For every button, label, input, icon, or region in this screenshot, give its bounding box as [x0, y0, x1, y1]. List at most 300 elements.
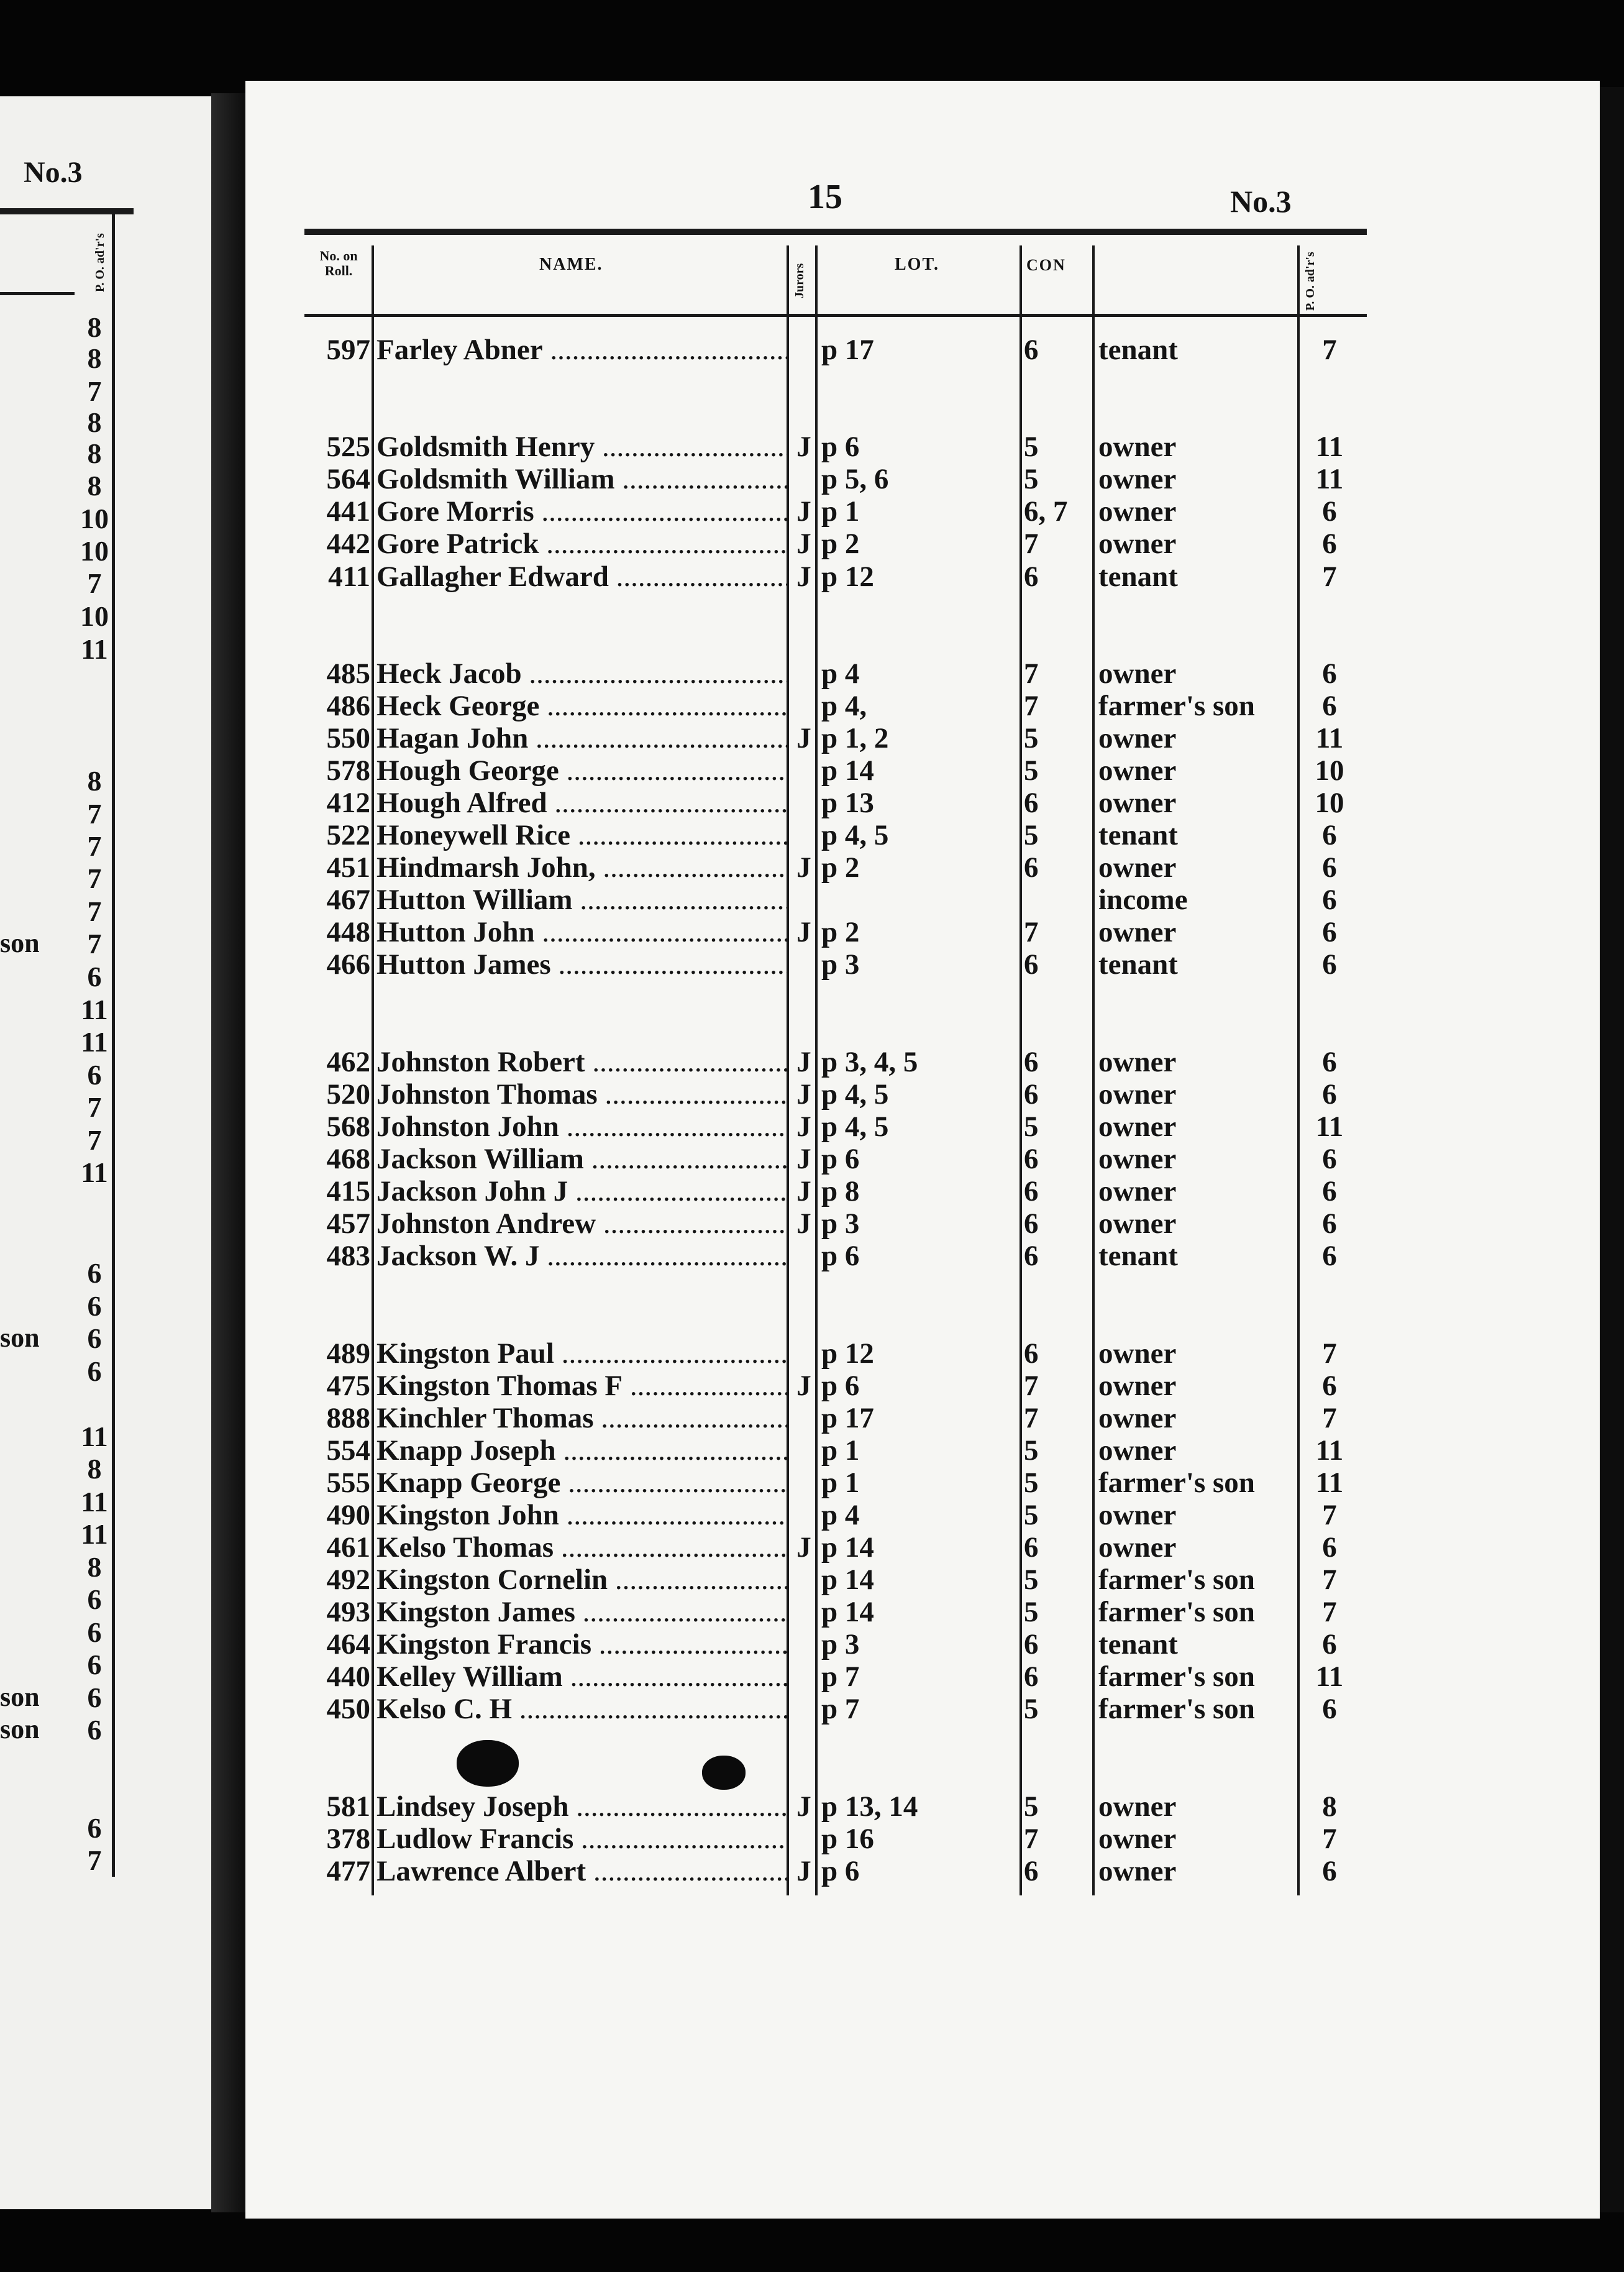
- left-po-value: 7: [87, 896, 102, 927]
- juror-mark: J: [796, 528, 811, 560]
- post-office-address: 6: [1322, 1531, 1337, 1564]
- table-row: [0, 722, 1624, 754]
- roll-number: 493: [326, 1596, 370, 1628]
- person-name: Jackson W. J .....: [376, 1240, 787, 1272]
- juror-mark: J: [796, 1790, 811, 1823]
- concession: 7: [1024, 1370, 1039, 1402]
- post-office-address: 6: [1322, 495, 1337, 528]
- status: owner: [1098, 431, 1177, 463]
- status: farmer's son: [1098, 1693, 1255, 1725]
- table-row: [0, 884, 1624, 916]
- status: owner: [1098, 1337, 1177, 1370]
- post-office-address: 11: [1315, 1467, 1344, 1499]
- left-po-value: 8: [87, 406, 102, 438]
- person-name: Kingston John .....: [376, 1499, 787, 1531]
- concession: 6, 7: [1024, 495, 1068, 528]
- person-name: Kingston Thomas F .....: [376, 1370, 787, 1402]
- post-office-address: 7: [1322, 1596, 1337, 1628]
- person-name: Gore Patrick .....: [376, 528, 787, 560]
- lot-number: p 3: [821, 1628, 860, 1660]
- col-header-jurors: Jurors: [793, 263, 806, 298]
- lot-number: p 1, 2: [821, 722, 889, 754]
- table-row: [0, 561, 1624, 593]
- post-office-address: 7: [1322, 1402, 1337, 1434]
- lot-number: p 7: [821, 1693, 860, 1725]
- post-office-address: 11: [1315, 463, 1344, 495]
- person-name: Knapp Joseph .....: [376, 1434, 787, 1467]
- juror-mark: J: [796, 1855, 811, 1887]
- table-row: [0, 1402, 1624, 1434]
- post-office-address: 6: [1322, 1143, 1337, 1175]
- concession: 5: [1024, 1111, 1039, 1143]
- left-po-value: 7: [87, 567, 102, 599]
- lot-number: p 1: [821, 1434, 860, 1467]
- concession: 6: [1024, 1143, 1039, 1175]
- person-name: Heck Jacob .....: [376, 657, 787, 690]
- lot-number: p 6: [821, 1143, 860, 1175]
- left-po-value: 6: [87, 1616, 102, 1648]
- juror-mark: J: [796, 1207, 811, 1240]
- juror-mark: J: [796, 916, 811, 948]
- person-name: Johnston Andrew .....: [376, 1207, 787, 1240]
- post-office-address: 6: [1322, 1628, 1337, 1660]
- table-row: [0, 1693, 1624, 1725]
- post-office-address: 6: [1322, 1693, 1337, 1725]
- table-row: [0, 463, 1624, 495]
- post-office-address: 7: [1322, 1499, 1337, 1531]
- left-po-value: 6: [87, 1812, 102, 1844]
- juror-mark: J: [796, 722, 811, 754]
- roll-number: 378: [326, 1823, 370, 1855]
- concession: 6: [1024, 1855, 1039, 1887]
- status: owner: [1098, 1823, 1177, 1855]
- person-name: Knapp George .....: [376, 1467, 787, 1499]
- lot-number: p 14: [821, 1531, 874, 1564]
- table-row: [0, 754, 1624, 787]
- left-po-value: 11: [81, 994, 108, 1025]
- left-status-fragment: son: [0, 1682, 40, 1712]
- lot-number: p 6: [821, 1855, 860, 1887]
- status: farmer's son: [1098, 1596, 1255, 1628]
- post-office-address: 8: [1322, 1790, 1337, 1823]
- person-name: Hough Alfred .....: [376, 787, 787, 819]
- person-name: Kelley William .....: [376, 1660, 787, 1693]
- status: owner: [1098, 1790, 1177, 1823]
- person-name: Heck George .....: [376, 690, 787, 722]
- person-name: Farley Abner .....: [376, 334, 787, 366]
- roll-number: 597: [326, 334, 370, 366]
- status: owner: [1098, 495, 1177, 528]
- table-row: [0, 1531, 1624, 1564]
- juror-mark: J: [796, 1111, 811, 1143]
- left-po-value: 8: [87, 342, 102, 374]
- juror-mark: J: [796, 495, 811, 528]
- concession: 7: [1024, 528, 1039, 560]
- post-office-address: 6: [1322, 884, 1337, 916]
- table-row: [0, 916, 1624, 948]
- concession: 6: [1024, 851, 1039, 884]
- lot-number: p 1: [821, 1467, 860, 1499]
- post-office-address: 6: [1322, 948, 1337, 981]
- status: tenant: [1098, 334, 1178, 366]
- lot-number: p 16: [821, 1823, 874, 1855]
- post-office-address: 6: [1322, 1078, 1337, 1111]
- lot-number: p 14: [821, 1564, 874, 1596]
- person-name: Johnston Robert .....: [376, 1046, 787, 1078]
- lot-number: p 8: [821, 1175, 860, 1207]
- roll-number: 462: [326, 1046, 370, 1078]
- concession: 5: [1024, 1499, 1039, 1531]
- roll-number: 489: [326, 1337, 370, 1370]
- table-row: [0, 851, 1624, 884]
- table-row: [0, 1855, 1624, 1887]
- concession: 5: [1024, 1790, 1039, 1823]
- roll-number: 581: [326, 1790, 370, 1823]
- table-row: [0, 1823, 1624, 1855]
- roll-number: 411: [328, 561, 370, 593]
- header-rule-top: [304, 229, 1367, 235]
- post-office-address: 7: [1322, 334, 1337, 366]
- left-po-value: 10: [80, 600, 109, 632]
- concession: 6: [1024, 1240, 1039, 1272]
- table-row: [0, 1078, 1624, 1111]
- left-po-value: 7: [87, 1124, 102, 1156]
- person-name: Hindmarsh John, .....: [376, 851, 787, 884]
- post-office-address: 7: [1322, 1337, 1337, 1370]
- page-number: 15: [808, 178, 842, 216]
- table-row: [0, 1790, 1624, 1823]
- table-row: [0, 334, 1624, 366]
- concession: 5: [1024, 1467, 1039, 1499]
- lot-number: p 12: [821, 561, 874, 593]
- roll-number: 578: [326, 754, 370, 787]
- concession: 6: [1024, 948, 1039, 981]
- lot-number: p 4: [821, 1499, 860, 1531]
- left-po-value: 7: [87, 830, 102, 862]
- roll-number: 442: [326, 528, 370, 560]
- lot-number: p 4,: [821, 690, 867, 722]
- person-name: Gallagher Edward .....: [376, 561, 787, 593]
- ink-blot: [702, 1756, 746, 1790]
- status: owner: [1098, 1175, 1177, 1207]
- col-header-po: P. O. ad'r's: [1303, 252, 1317, 311]
- roll-number: 492: [326, 1564, 370, 1596]
- left-po-value: 7: [87, 375, 102, 407]
- left-po-value: 8: [87, 1551, 102, 1583]
- left-po-value: 11: [81, 1518, 108, 1550]
- lot-number: p 17: [821, 1402, 874, 1434]
- concession: 5: [1024, 1596, 1039, 1628]
- left-po-value: 6: [87, 1649, 102, 1680]
- post-office-address: 10: [1315, 787, 1344, 819]
- status: owner: [1098, 1434, 1177, 1467]
- lot-number: p 4, 5: [821, 1111, 889, 1143]
- concession: 7: [1024, 1402, 1039, 1434]
- post-office-address: 11: [1315, 1660, 1344, 1693]
- table-row: [0, 495, 1624, 528]
- lot-number: p 7: [821, 1660, 860, 1693]
- table-row: [0, 819, 1624, 851]
- status: owner: [1098, 1207, 1177, 1240]
- lot-number: p 2: [821, 916, 860, 948]
- left-po-value: 6: [87, 1257, 102, 1289]
- left-status-fragment: son: [0, 928, 40, 958]
- post-office-address: 6: [1322, 690, 1337, 722]
- lot-number: p 2: [821, 528, 860, 560]
- post-office-address: 6: [1322, 916, 1337, 948]
- post-office-address: 11: [1315, 1434, 1344, 1467]
- table-row: [0, 1660, 1624, 1693]
- left-page-header: No.3: [24, 156, 83, 189]
- concession: 5: [1024, 463, 1039, 495]
- person-name: Lawrence Albert .....: [376, 1855, 787, 1887]
- person-name: Kingston Cornelin .....: [376, 1564, 787, 1596]
- status: owner: [1098, 1078, 1177, 1111]
- left-po-value: 11: [81, 1157, 108, 1188]
- table-row: [0, 431, 1624, 463]
- post-office-address: 6: [1322, 1855, 1337, 1887]
- person-name: Kingston Paul .....: [376, 1337, 787, 1370]
- person-name: Kelso Thomas .....: [376, 1531, 787, 1564]
- person-name: Goldsmith William .....: [376, 463, 787, 495]
- left-po-value: 8: [87, 765, 102, 797]
- lot-number: p 14: [821, 754, 874, 787]
- person-name: Hutton John .....: [376, 916, 787, 948]
- post-office-address: 11: [1315, 722, 1344, 754]
- table-row: [0, 1564, 1624, 1596]
- status: owner: [1098, 528, 1177, 560]
- lot-number: p 3, 4, 5: [821, 1046, 918, 1078]
- roll-number: 467: [326, 884, 370, 916]
- concession: 5: [1024, 722, 1039, 754]
- table-row: [0, 1434, 1624, 1467]
- left-status-fragment: son: [0, 1714, 40, 1744]
- left-po-value: 7: [87, 798, 102, 830]
- left-po-value: 6: [87, 1059, 102, 1091]
- concession: 5: [1024, 431, 1039, 463]
- juror-mark: J: [796, 1046, 811, 1078]
- status: farmer's son: [1098, 690, 1255, 722]
- person-name: Hutton James .....: [376, 948, 787, 981]
- post-office-address: 6: [1322, 1370, 1337, 1402]
- table-row: [0, 690, 1624, 722]
- left-po-value: 6: [87, 1714, 102, 1746]
- left-po-value: 11: [81, 1026, 108, 1058]
- juror-mark: J: [796, 431, 811, 463]
- status: owner: [1098, 463, 1177, 495]
- person-name: Hough George .....: [376, 754, 787, 787]
- left-po-value: 11: [81, 633, 108, 665]
- post-office-address: 6: [1322, 528, 1337, 560]
- left-po-value: 6: [87, 1322, 102, 1354]
- lot-number: p 13: [821, 787, 874, 819]
- table-row: [0, 787, 1624, 819]
- post-office-address: 6: [1322, 1046, 1337, 1078]
- roll-number: 448: [326, 916, 370, 948]
- status: tenant: [1098, 1240, 1178, 1272]
- concession: 6: [1024, 1660, 1039, 1693]
- status: owner: [1098, 787, 1177, 819]
- roll-number: 550: [326, 722, 370, 754]
- left-po-value: 8: [87, 1453, 102, 1485]
- left-po-value: 6: [87, 1290, 102, 1322]
- status: tenant: [1098, 561, 1178, 593]
- post-office-address: 6: [1322, 851, 1337, 884]
- roll-number: 468: [326, 1143, 370, 1175]
- table-row: [0, 1175, 1624, 1207]
- status: owner: [1098, 1531, 1177, 1564]
- col-header-lot: LOT.: [895, 255, 940, 274]
- person-name: Honeywell Rice .....: [376, 819, 787, 851]
- table-row: [0, 1046, 1624, 1078]
- left-po-value: 6: [87, 1583, 102, 1615]
- lot-number: p 1: [821, 495, 860, 528]
- concession: 6: [1024, 1175, 1039, 1207]
- left-po-value: 7: [87, 863, 102, 894]
- post-office-address: 7: [1322, 1564, 1337, 1596]
- concession: 7: [1024, 690, 1039, 722]
- person-name: Johnston Thomas .....: [376, 1078, 787, 1111]
- left-po-value: 8: [87, 470, 102, 502]
- roll-number: 466: [326, 948, 370, 981]
- post-office-address: 7: [1322, 561, 1337, 593]
- roll-number: 451: [326, 851, 370, 884]
- person-name: Kelso C. H .....: [376, 1693, 787, 1725]
- status: farmer's son: [1098, 1467, 1255, 1499]
- concession: 6: [1024, 1207, 1039, 1240]
- status: owner: [1098, 1499, 1177, 1531]
- post-office-address: 6: [1322, 1240, 1337, 1272]
- roll-number: 461: [326, 1531, 370, 1564]
- status: farmer's son: [1098, 1564, 1255, 1596]
- concession: 6: [1024, 787, 1039, 819]
- left-po-value: 6: [87, 961, 102, 992]
- left-po-value: 7: [87, 1091, 102, 1123]
- roll-number: 477: [326, 1855, 370, 1887]
- roll-number: 457: [326, 1207, 370, 1240]
- table-row: [0, 1467, 1624, 1499]
- roll-number: 485: [326, 657, 370, 690]
- status: owner: [1098, 657, 1177, 690]
- person-name: Goldsmith Henry .....: [376, 431, 787, 463]
- status: tenant: [1098, 948, 1178, 981]
- lot-number: p 6: [821, 1240, 860, 1272]
- lot-number: p 5, 6: [821, 463, 889, 495]
- lot-number: p 17: [821, 334, 874, 366]
- left-po-value: 8: [87, 437, 102, 469]
- left-po-value: 11: [81, 1486, 108, 1518]
- juror-mark: J: [796, 1078, 811, 1111]
- person-name: Jackson William .....: [376, 1143, 787, 1175]
- table-row: [0, 1628, 1624, 1660]
- status: owner: [1098, 754, 1177, 787]
- roll-number: 522: [326, 819, 370, 851]
- left-po-value: 7: [87, 1844, 102, 1876]
- table-row: [0, 1499, 1624, 1531]
- status: owner: [1098, 851, 1177, 884]
- roll-number: 440: [326, 1660, 370, 1693]
- juror-mark: J: [796, 1143, 811, 1175]
- concession: 6: [1024, 1628, 1039, 1660]
- roll-number: 464: [326, 1628, 370, 1660]
- status: owner: [1098, 1143, 1177, 1175]
- left-column-rule: [0, 292, 75, 295]
- left-po-value: 6: [87, 1682, 102, 1713]
- table-row: [0, 657, 1624, 690]
- post-office-address: 6: [1322, 1175, 1337, 1207]
- col-header-con: CON: [1026, 256, 1066, 274]
- status: income: [1098, 884, 1188, 916]
- concession: 6: [1024, 1337, 1039, 1370]
- concession: 5: [1024, 1434, 1039, 1467]
- concession: 5: [1024, 754, 1039, 787]
- person-name: Lindsey Joseph .....: [376, 1790, 787, 1823]
- post-office-address: 7: [1322, 1823, 1337, 1855]
- concession: 6: [1024, 1046, 1039, 1078]
- lot-number: p 2: [821, 851, 860, 884]
- table-row: [0, 1143, 1624, 1175]
- person-name: Hagan John .....: [376, 722, 787, 754]
- table-row: [0, 1240, 1624, 1272]
- left-po-value: 6: [87, 1355, 102, 1387]
- person-name: Kingston James .....: [376, 1596, 787, 1628]
- table-row: [0, 528, 1624, 560]
- juror-mark: J: [796, 851, 811, 884]
- juror-mark: J: [796, 1531, 811, 1564]
- roll-number: 441: [326, 495, 370, 528]
- roll-number: 490: [326, 1499, 370, 1531]
- lot-number: p 6: [821, 431, 860, 463]
- left-po-value: 11: [81, 1421, 108, 1452]
- post-office-address: 11: [1315, 1111, 1344, 1143]
- roll-number: 483: [326, 1240, 370, 1272]
- concession: 5: [1024, 1564, 1039, 1596]
- lot-number: p 3: [821, 1207, 860, 1240]
- concession: 7: [1024, 1823, 1039, 1855]
- person-name: Jackson John J .....: [376, 1175, 787, 1207]
- roll-number: 525: [326, 431, 370, 463]
- person-name: Kingston Francis .....: [376, 1628, 787, 1660]
- status: owner: [1098, 1046, 1177, 1078]
- concession: 6: [1024, 334, 1039, 366]
- roll-number: 520: [326, 1078, 370, 1111]
- ink-blot: [457, 1740, 519, 1787]
- person-name: Kinchler Thomas .....: [376, 1402, 787, 1434]
- roll-number: 415: [326, 1175, 370, 1207]
- lot-number: p 13, 14: [821, 1790, 918, 1823]
- person-name: Johnston John .....: [376, 1111, 787, 1143]
- lot-number: p 6: [821, 1370, 860, 1402]
- table-row: [0, 1596, 1624, 1628]
- col-header-name: NAME.: [539, 255, 603, 274]
- lot-number: p 4, 5: [821, 1078, 889, 1111]
- lot-number: p 3: [821, 948, 860, 981]
- concession: 6: [1024, 1078, 1039, 1111]
- table-row: [0, 1111, 1624, 1143]
- post-office-address: 11: [1315, 431, 1344, 463]
- col-header-roll: No. on Roll.: [319, 248, 358, 278]
- status: owner: [1098, 916, 1177, 948]
- person-name: Hutton William .....: [376, 884, 787, 916]
- status: owner: [1098, 722, 1177, 754]
- table-row: [0, 1370, 1624, 1402]
- roll-number: 450: [326, 1693, 370, 1725]
- concession: 5: [1024, 1693, 1039, 1725]
- status: owner: [1098, 1111, 1177, 1143]
- person-name: Gore Morris .....: [376, 495, 787, 528]
- status: tenant: [1098, 819, 1178, 851]
- lot-number: p 4, 5: [821, 819, 889, 851]
